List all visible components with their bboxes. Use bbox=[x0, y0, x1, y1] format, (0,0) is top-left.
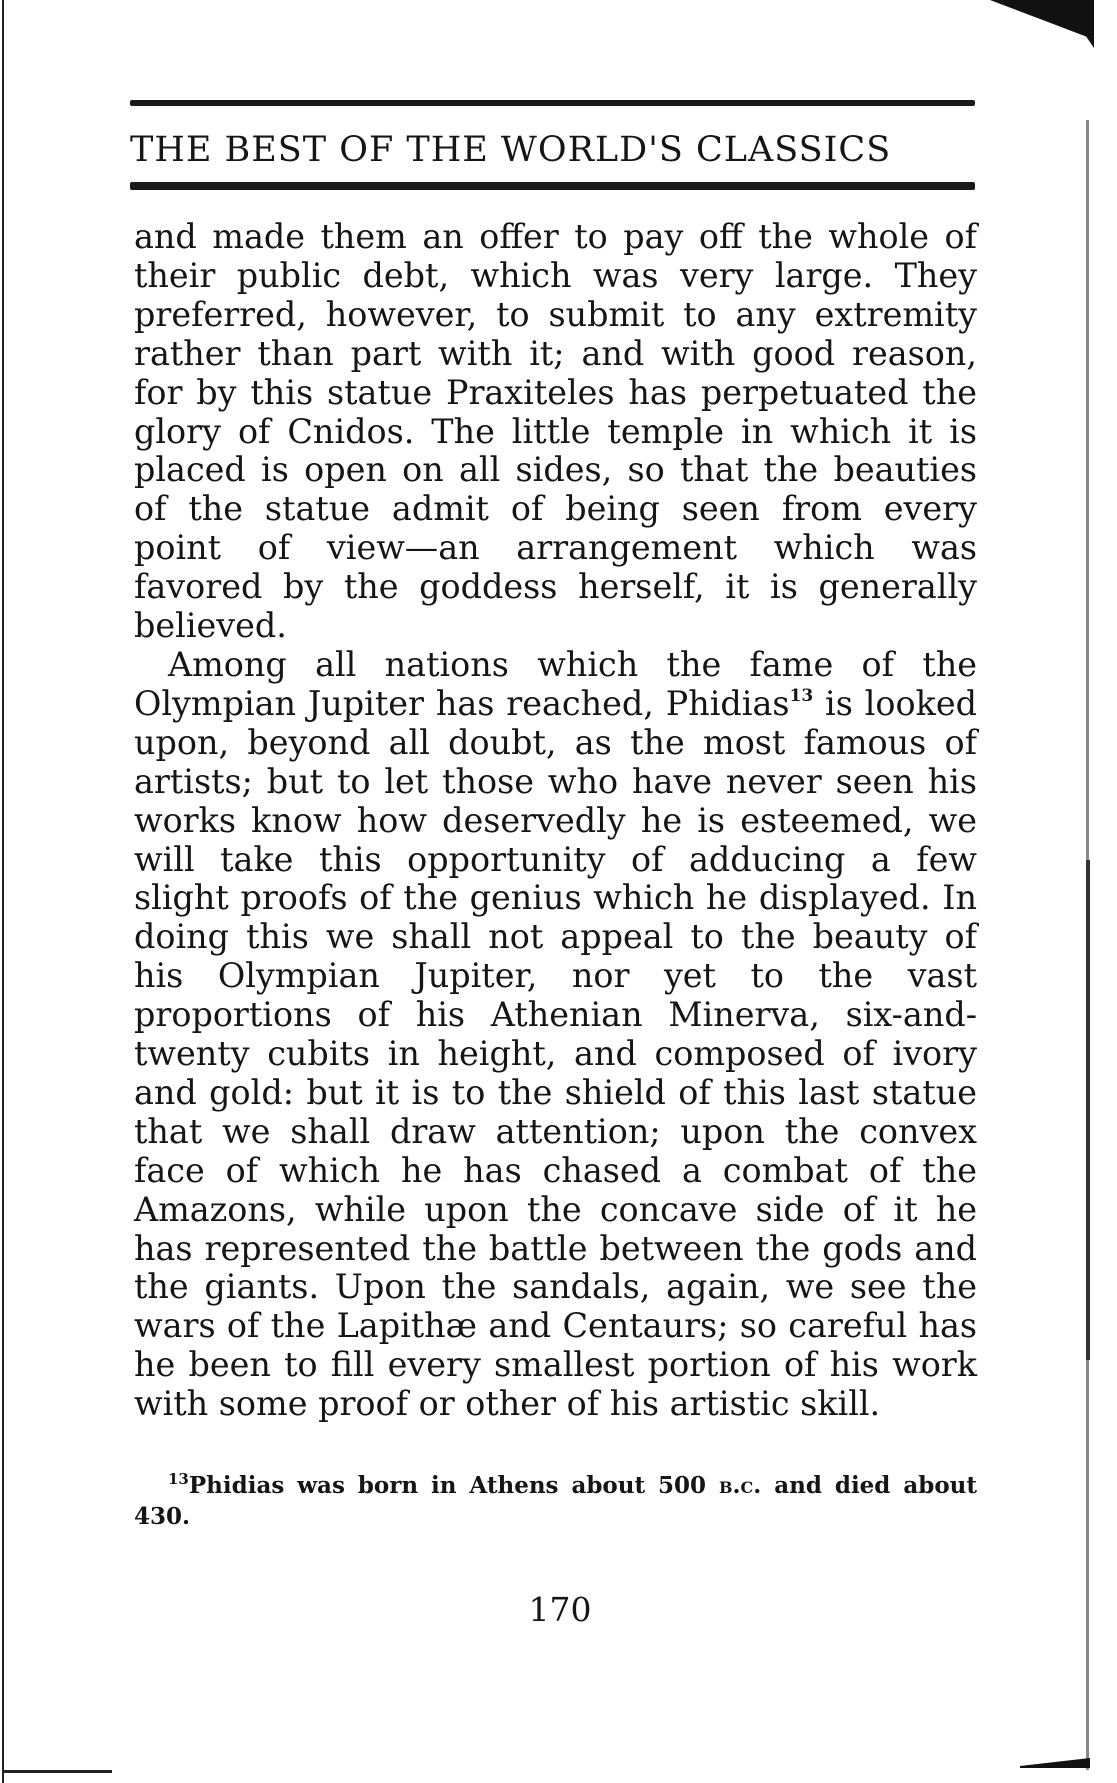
body-text bbox=[134, 218, 977, 1424]
header-rule-top bbox=[130, 100, 975, 106]
scan-edge-right-dark bbox=[1086, 860, 1090, 1360]
scan-edge-left bbox=[2, 0, 4, 1783]
footnote-text-end: and died about 430. bbox=[134, 1472, 978, 1530]
paragraph-1: and made them an offer to pay off the whole of their public debt, which was very large. They preferred, however, to submit to any extremity rather than part with it; and with good reason, for by this statue Praxiteles has perpetuated the glory of Cnidos. The little temple in which it is placed is open on all sides, so that the beauties of the statue admit of being seen from every point of view—an arrangement which was favored by the goddess herself, it is generally believed. bbox=[134, 217, 977, 646]
footnote bbox=[134, 1470, 977, 1532]
footnote-mark: 13 bbox=[168, 1470, 189, 1488]
paragraph-2 bbox=[134, 646, 977, 1424]
footnote-text-start: Phidias was born in Athens about 500 bbox=[188, 1472, 719, 1499]
footnote-reference: 13 bbox=[789, 685, 814, 706]
scan-edge-left-bottom bbox=[2, 1770, 112, 1773]
footnote-text bbox=[134, 1470, 977, 1532]
running-head: THE BEST OF THE WORLD'S CLASSICS bbox=[130, 130, 892, 170]
header-rule-bottom bbox=[130, 182, 975, 190]
page-number: 170 bbox=[528, 1590, 592, 1629]
footnote-bc: b.c. bbox=[719, 1472, 762, 1499]
scan-corner-bottom-right bbox=[1020, 1758, 1090, 1768]
paragraph-2-start: Among all nations which the fame of the Olympian Jupiter has reached, Phidias bbox=[134, 644, 977, 723]
paragraph-2-rest: is looked upon, beyond all doubt, as the most famous of artists; but to let those who have never seen his works know how deservedly he is esteemed, we will take this opportunity of adducing a few slight proofs of the genius which he displayed. In doing this we shall not appeal to the beauty of his Olympian Jupiter, nor yet to the vast proportions of his Athenian Minerva, six-and-twenty cubits in height, and composed of ivory and gold: but it is to the shield of this last statue that we shall draw attention; upon the convex face of which he has chased a combat of the Amazons, while upon the concave side of it he has represented the battle between the gods and the giants. Upon the sandals, again, we see the wars of the Lapithæ and Centaurs; so careful has he been to fill every smallest portion of his work with some proof or other of his artistic skill. bbox=[134, 683, 978, 1424]
